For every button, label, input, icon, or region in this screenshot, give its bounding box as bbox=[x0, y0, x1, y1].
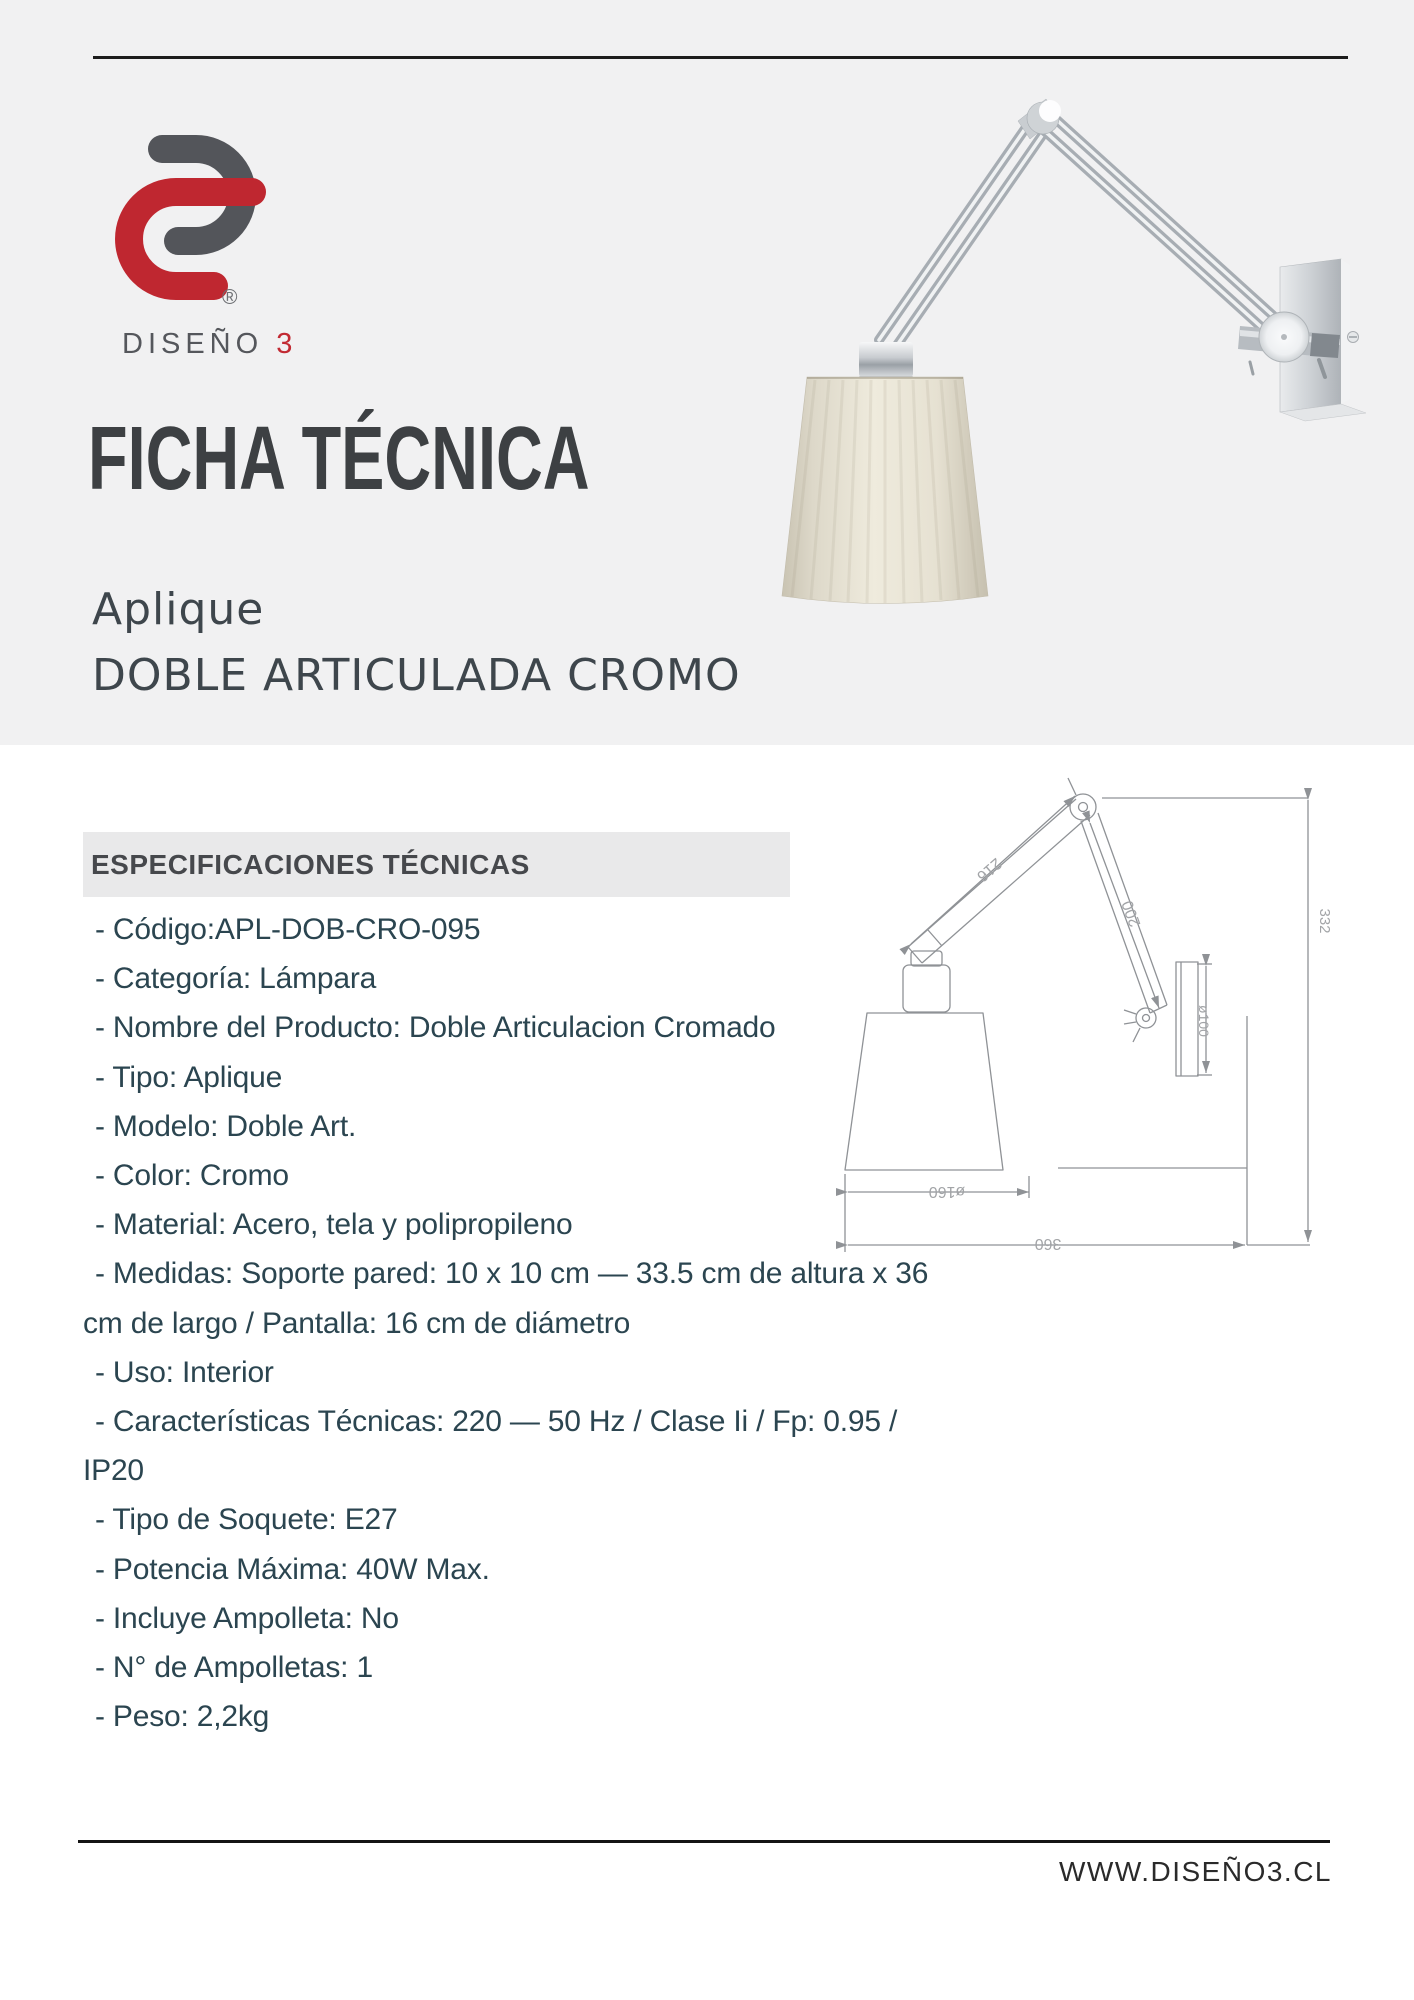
dim-total-height: 332 bbox=[1316, 908, 1333, 934]
spec-line: IP20 bbox=[83, 1454, 144, 1488]
product-photo bbox=[600, 75, 1414, 620]
spec-line: - Medidas: Soporte pared: 10 x 10 cm — 33.5 cm de altura x 36 bbox=[95, 1257, 929, 1291]
dim-shade-diameter: ø160 bbox=[928, 1183, 966, 1200]
top-divider bbox=[93, 56, 1348, 59]
footer-divider bbox=[78, 1840, 1330, 1843]
brand-number: 3 bbox=[276, 328, 298, 360]
spec-line: - Nombre del Producto: Doble Articulacion Cromado bbox=[95, 1011, 776, 1045]
spec-line: - Incluye Ampolleta: No bbox=[95, 1601, 399, 1635]
product-subtitle bbox=[92, 577, 741, 709]
spec-line: cm de largo / Pantalla: 16 cm de diámetro bbox=[83, 1306, 631, 1340]
registered-mark: ® bbox=[222, 286, 238, 309]
spec-heading: ESPECIFICACIONES TÉCNICAS bbox=[91, 849, 530, 880]
brand-logo bbox=[110, 128, 330, 368]
spec-line: - Tipo de Soquete: E27 bbox=[95, 1503, 398, 1537]
spec-heading-bar bbox=[83, 832, 790, 897]
page-title-text: FICHA TÉCNICA bbox=[88, 409, 590, 509]
brand-wordmark bbox=[122, 328, 297, 361]
spec-line: - Peso: 2,2kg bbox=[95, 1700, 270, 1734]
dim-total-length: 360 bbox=[1034, 1235, 1062, 1252]
dim-lower-arm: 200 bbox=[1119, 898, 1145, 929]
dim-plate: ø100 bbox=[1196, 1005, 1212, 1037]
spec-line: - Uso: Interior bbox=[95, 1355, 274, 1389]
brand-name: DISEÑO bbox=[122, 328, 264, 360]
spec-line: - Categoría: Lámpara bbox=[95, 962, 377, 996]
spec-line: - Código:APL-DOB-CRO-095 bbox=[95, 913, 481, 946]
spec-line: - Tipo: Aplique bbox=[95, 1060, 283, 1094]
footer-website: WWW.DISEÑO3.CL bbox=[1058, 1856, 1332, 1887]
spec-line: - Material: Acero, tela y polipropileno bbox=[95, 1208, 573, 1242]
spec-line: - Potencia Máxima: 40W Max. bbox=[95, 1552, 490, 1586]
spec-line: - Color: Cromo bbox=[95, 1159, 289, 1193]
subtitle-line-1: Aplique bbox=[92, 584, 265, 635]
page-title bbox=[88, 409, 785, 509]
diseno3-logo-icon bbox=[110, 128, 270, 328]
spec-line: - Modelo: Doble Art. bbox=[95, 1109, 357, 1143]
subtitle-line-2: DOBLE ARTICULADA CROMO bbox=[92, 650, 741, 701]
spec-line: - Características Técnicas: 220 — 50 Hz / Clase Ii / Fp: 0.95 / bbox=[95, 1405, 898, 1439]
dim-upper-arm: 216 bbox=[973, 854, 1005, 885]
technical-drawing bbox=[828, 758, 1353, 1303]
spec-line: - N° de Ampolletas: 1 bbox=[95, 1651, 373, 1685]
